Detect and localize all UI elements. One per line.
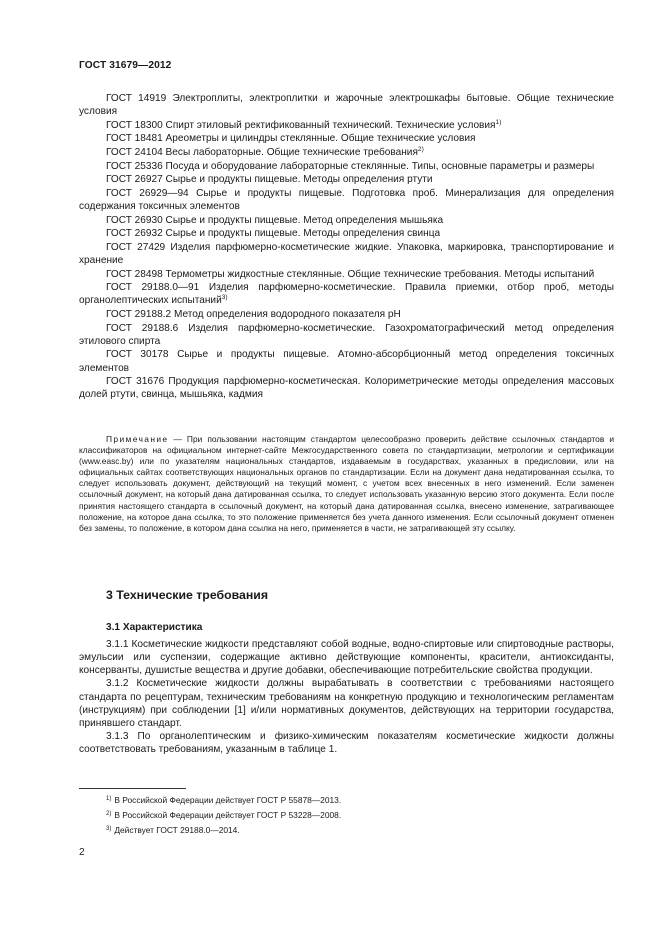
paragraph-3-1-1: 3.1.1 Косметические жидкости представляют собой водные, водно-спиртовые или спиртоводные растворы, эмульсии или суспензии, содержащие активно действующие компоненты, красители, антиоксиданты, консерванты, душистые вещества и другие добавки, обеспечивающие потребительские свойства продукции. — [79, 639, 614, 677]
normative-references-list — [79, 92, 614, 402]
footnote-ref: 3) — [221, 294, 228, 302]
reference-item: ГОСТ 26929—94 Сырье и продукты пищевые. Подготовка проб. Минерализация для определения содержания токсичных элементов — [79, 187, 614, 212]
footnote-ref: 2) — [417, 145, 424, 153]
reference-item: ГОСТ 14919 Электроплиты, электроплитки и жарочные электрошкафы бытовые. Общие технические условия — [79, 93, 614, 118]
reference-item: ГОСТ 29188.6 Изделия парфюмерно-косметические. Газохроматографический метод определения этилового спирта — [79, 322, 614, 347]
footnote-item: $^{2)}$ В Российской Федерации действует ГОСТ Р 53228—2008. — [106, 810, 342, 820]
reference-item: ГОСТ 25336 Посуда и оборудование лабораторные стеклянные. Типы, основные параметры и размеры — [106, 160, 595, 172]
reference-item: ГОСТ 29188.2 Метод определения водородного показателя pH — [106, 308, 401, 320]
subsection-title: 3.1 Характеристика — [106, 622, 203, 633]
reference-item: ГОСТ 27429 Изделия парфюмерно-косметические жидкие. Упаковка, маркировка, транспортирование и хранение — [79, 241, 614, 266]
reference-item: ГОСТ 18481 Ареометры и цилиндры стеклянные. Общие технические условия — [106, 133, 476, 145]
note-label: Примечание — [106, 434, 169, 444]
reference-item: ГОСТ 26927 Сырье и продукты пищевые. Методы определения ртути — [106, 174, 433, 186]
reference-item: ГОСТ 30178 Сырье и продукты пищевые. Атомно-абсорбционный метод определения токсичных элементов — [79, 349, 614, 374]
note-text: — При пользовании настоящим стандартом целесообразно проверить действие ссылочных стандартов и классификаторов на официальном интернет-сайте Межгосударственного совета по стандартизации, метрологии и сертификации (www.easc.by) или по указателям национальных стандартов, издаваемым в государствах, указанных в предисловии, или на официальных сайтах соответствующих национальных органов по стандартизации. Если на документ дана недатированная ссылка, то следует использовать документ, действующий на текущий момент, с учетом всех внесенных в него изменений. Если заменен ссылочный документ, на который дана датированная ссылка, то следует использовать указанную версию этого документа. Если после принятия настоящего стандарта в ссылочный документ, на который дана датированная ссылка, внесено изменение, затрагивающее положение, на которое дана ссылка, то это положение применяется без учета данного изменения. Если ссылочный документ отменен без замены, то положение, в котором дана ссылка на него, применяется в части, не затрагивающей эту ссылку. — [79, 434, 614, 533]
reference-item: ГОСТ 24104 Весы лабораторные. Общие технические требования$^{2)}$ — [106, 145, 424, 158]
reference-item: ГОСТ 18300 Спирт этиловый ректификованный технический. Технические условия$^{1)}$ — [106, 118, 502, 131]
reference-item: ГОСТ 28498 Термометры жидкостные стеклянные. Общие технические требования. Методы испытаний — [106, 268, 595, 280]
page-number: 2 — [79, 847, 85, 858]
footnote-divider — [79, 788, 186, 789]
section-body — [79, 638, 614, 756]
reference-item: ГОСТ 26932 Сырье и продукты пищевые. Методы определения свинца — [106, 228, 441, 240]
footnote-item: $^{1)}$ В Российской Федерации действует ГОСТ Р 55878—2013. — [106, 795, 342, 805]
footnote-ref: 1) — [495, 118, 502, 126]
note-paragraph — [79, 434, 614, 534]
paragraph-3-1-2: 3.1.2 Косметические жидкости должны вырабатывать в соответствии с требованиями настоящего стандарта по рецептурам, техническим требованиям на конкретную продукцию и технологическим регламентам (инструкциям) при соблюдении [1] и/или нормативных документов, действующих на территории государства, принявшего стандарт. — [79, 678, 614, 729]
reference-item: ГОСТ 31676 Продукция парфюмерно-косметическая. Колориметрические методы определения массовых долей ртути, свинца, мышьяка, кадмия — [79, 376, 614, 401]
page-header: ГОСТ 31679—2012 — [79, 60, 172, 71]
footnote-item: $^{3)}$ Действует ГОСТ 29188.0—2014. — [106, 825, 240, 835]
paragraph-3-1-3: 3.1.3 По органолептическим и физико-химическим показателям косметические жидкости должны соответствовать требованиям, указанным в таблице 1. — [79, 731, 614, 756]
reference-item: ГОСТ 29188.0—91 Изделия парфюмерно-косметические. Правила приемки, отбор проб, методы органолептических испытаний$^{3)}$ — [79, 282, 614, 307]
reference-item: ГОСТ 26930 Сырье и продукты пищевые. Метод определения мышьяка — [106, 214, 444, 226]
section-title: 3 Технические требования — [106, 588, 268, 602]
